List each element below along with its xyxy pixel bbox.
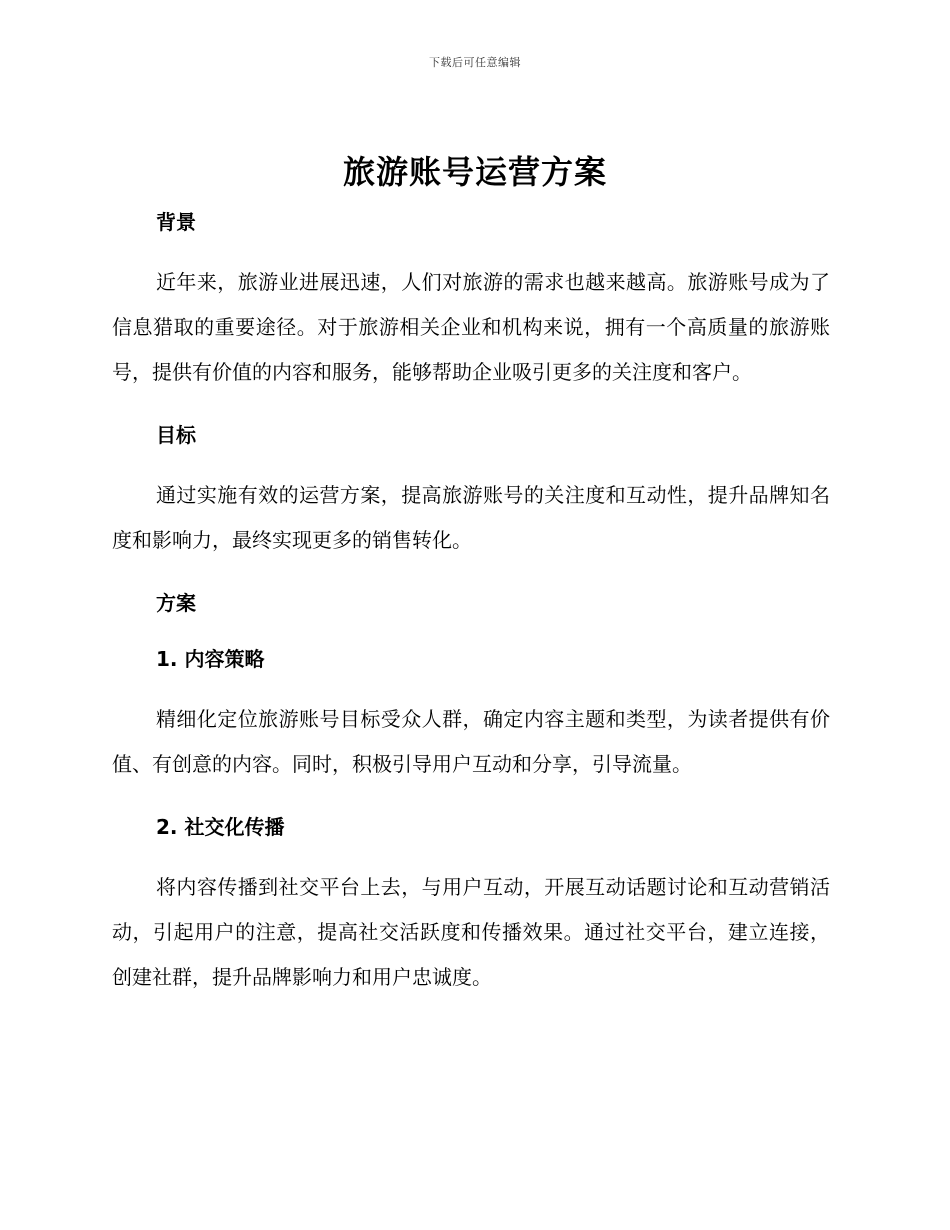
section-heading-social-spread: 2. 社交化传播 — [156, 815, 285, 839]
section-text-social-spread: 将内容传播到社交平台上去，与用户互动，开展互动话题讨论和互动营销活动，引起用户的注意，提高社交活跃度和传播效果。通过社交平台，建立连接，创建社群，提升品牌影响力和用户忠诚度。 — [112, 875, 830, 989]
section-heading-background: 背景 — [156, 210, 196, 234]
section-text-goal: 通过实施有效的运营方案，提高旅游账号的关注度和互动性，提升品牌知名度和影响力，最终实现更多的销售转化。 — [112, 483, 830, 552]
header-note: 下载后可任意编辑 — [429, 56, 521, 69]
document-body — [112, 206, 830, 1000]
section-heading-plan: 方案 — [156, 591, 196, 615]
section-text-background: 近年来，旅游业进展迅速，人们对旅游的需求也越来越高。旅游账号成为了信息猎取的重要途径。对于旅游相关企业和机构来说，拥有一个高质量的旅游账号，提供有价值的内容和服务，能够帮助企业吸引更多的关注度和客户。 — [112, 270, 830, 384]
section-heading-content-strategy: 1. 内容策略 — [156, 647, 265, 671]
section-heading-goal: 目标 — [156, 423, 196, 447]
document-title: 旅游账号运营方案 — [342, 153, 607, 191]
section-text-content-strategy: 精细化定位旅游账号目标受众人群，确定内容主题和类型，为读者提供有价值、有创意的内容。同时，积极引导用户互动和分享，引导流量。 — [112, 707, 830, 776]
